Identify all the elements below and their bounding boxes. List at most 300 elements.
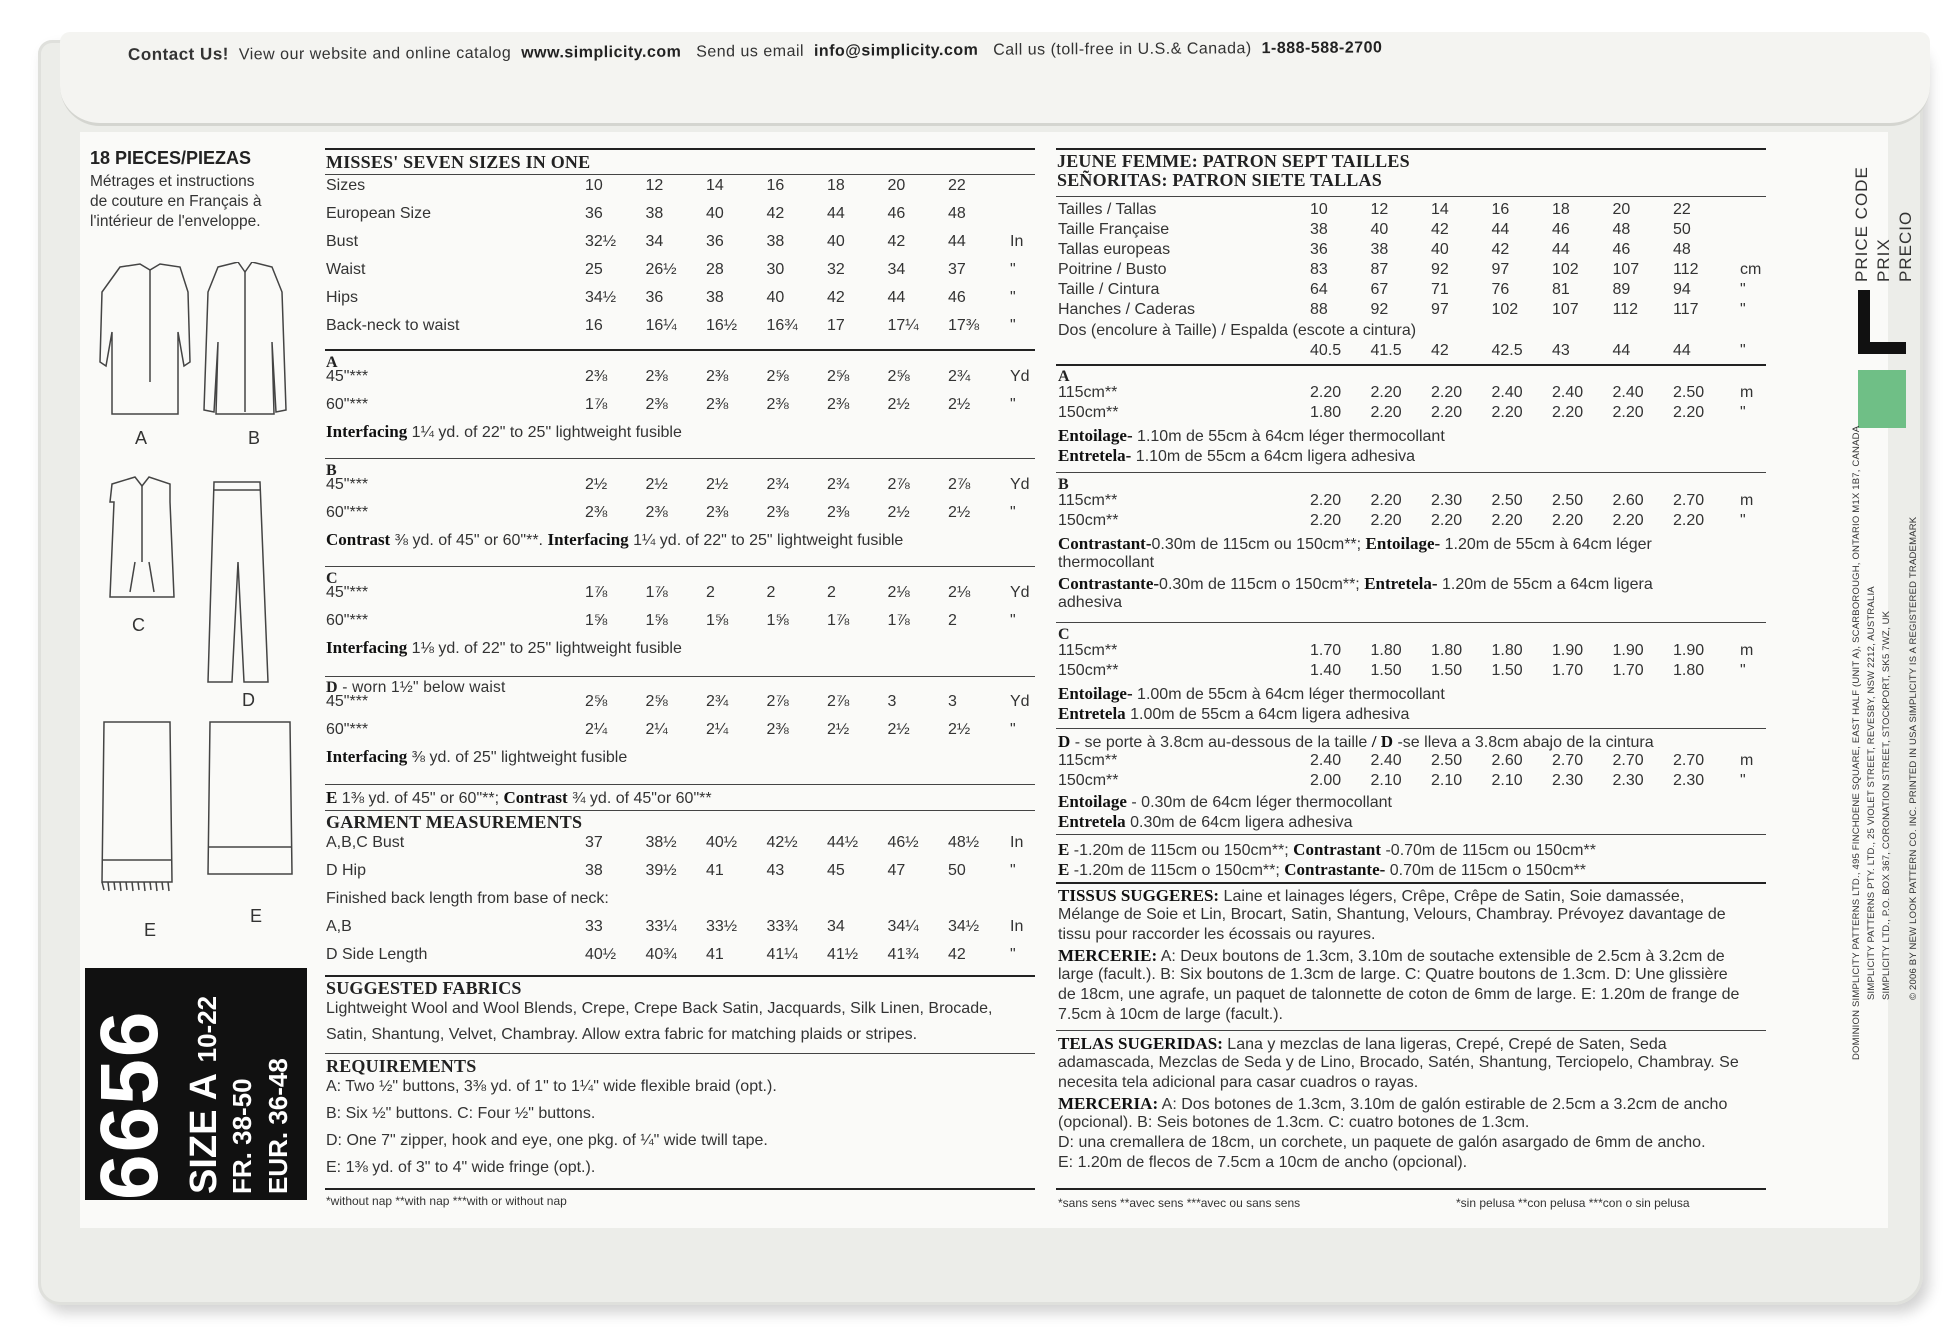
rule xyxy=(1056,728,1766,729)
view-b-row-value: 2⅜ xyxy=(706,504,729,521)
fr-view-d-row-value: 2.30 xyxy=(1552,772,1584,789)
view-c-row-value: 2 xyxy=(706,584,715,601)
view-d-row-value: 2¾ xyxy=(706,693,729,710)
fr-view-a-row-value: 2.20 xyxy=(1370,404,1402,421)
fr-measure-row-value: 102 xyxy=(1491,301,1519,318)
view-c-row-value: 1⅝ xyxy=(706,612,729,629)
fr-view-d-row-value: 2.70 xyxy=(1673,752,1705,769)
fr-view-b-row-value: 2.20 xyxy=(1552,512,1584,529)
view-c-row-value: 2 xyxy=(766,584,776,601)
view-b-row-value: 2⅜ xyxy=(585,504,608,521)
fr-view-b-row-value: 2.20 xyxy=(1612,512,1644,529)
fr-view-d-row-value: 2.30 xyxy=(1673,772,1705,789)
garment-row-unit: In xyxy=(1010,834,1024,851)
note-text: 0.30m de 64cm ligera adhesiva xyxy=(1125,814,1353,831)
note-text: 0.30m de 115cm o 150cm**; xyxy=(1159,576,1365,593)
fr-measure-row-value: 92 xyxy=(1431,261,1449,278)
note-text: ⅜ yd. of 45" or 60"**. xyxy=(390,532,548,549)
text: -se lleva a 3.8cm abajo de la cintura xyxy=(1393,734,1654,751)
view-e-text: ¾ yd. of 45"or 60"** xyxy=(567,790,712,807)
view-d-row-value: 2¼ xyxy=(645,721,668,738)
note-text: - 0.30m de 64cm léger thermocollant xyxy=(1126,794,1392,811)
pattern-number: 6656 xyxy=(84,1009,175,1200)
fr-measure-row-value: 83 xyxy=(1310,261,1328,278)
garment-row-value: 41½ xyxy=(827,946,859,963)
fr-measure-row-value: 20 xyxy=(1612,201,1631,218)
rule xyxy=(1056,148,1766,150)
view-c-row-label: 60"*** xyxy=(326,612,369,629)
rule xyxy=(1056,622,1766,623)
view-b-row-unit: Yd xyxy=(1010,476,1030,493)
fr-measure-row-unit: cm xyxy=(1740,261,1762,278)
fr-view-a-row-value: 2.20 xyxy=(1612,404,1644,421)
measure-row-value: 36 xyxy=(585,205,603,222)
fr-measure-row-value: 46 xyxy=(1612,241,1631,258)
fr-view-c-row-value: 1.80 xyxy=(1431,642,1463,659)
rule xyxy=(325,1188,1035,1190)
text: E: 1.20m de flecos de 7.5cm a 10cm de ancho (opcional). xyxy=(1058,1154,1468,1171)
rule xyxy=(325,174,1035,175)
view-b-row-value: 2⅞ xyxy=(948,476,971,493)
fr-view-d-note xyxy=(1058,792,1392,812)
fr-measure-row-value: 67 xyxy=(1370,281,1389,298)
fr-view-e-line xyxy=(1058,860,1586,880)
fr-view-d-row-value: 2.10 xyxy=(1370,772,1402,789)
fr-view-b-note xyxy=(1058,574,1653,594)
mercerie-line xyxy=(1058,946,1725,966)
rule xyxy=(325,458,1035,459)
view-c-row-value: 2 xyxy=(827,584,836,601)
note-bold: Entoilage- xyxy=(1058,684,1133,703)
text: adamascada, Mezclas de Seda y de Lino, Brocado, Satén, Shantung, Terciopelo, Chambray. Se xyxy=(1058,1054,1739,1071)
rule xyxy=(1056,364,1766,366)
fr-measure-row-value: 22 xyxy=(1673,201,1691,218)
note-text: 1¼ yd. of 22" to 25" lightweight fusible xyxy=(628,532,904,549)
view-b-row-label: 45"*** xyxy=(326,476,369,493)
french-footnote: *sans sens **avec sens ***avec ou sans sens xyxy=(1058,1196,1301,1210)
view-d-row-value: 2⅞ xyxy=(827,693,850,710)
view-d-drawing xyxy=(208,482,268,682)
measure-row-value: 36 xyxy=(706,233,724,250)
fr-view-b-row-value: 2.60 xyxy=(1612,492,1644,509)
fr-measure-row-label: Tailles / Tallas xyxy=(1058,201,1157,218)
text: Mélange de Soie et Lin, Brocart, Satin, Shantung, Velours, Chambray. Prévoyez davantage de xyxy=(1058,906,1726,923)
view-a-row-value: 2⅝ xyxy=(827,368,850,385)
view-c-row-value: 1⅝ xyxy=(766,612,789,629)
fr-view-a-row-value: 2.40 xyxy=(1491,384,1523,401)
garment-row-value: 46½ xyxy=(887,834,919,851)
view-b-row-value: 2⅜ xyxy=(645,504,668,521)
measure-row-value: 42 xyxy=(766,205,785,222)
measure-row-value: 17¼ xyxy=(887,317,919,334)
measure-row-value: 25 xyxy=(585,261,603,278)
fr-measure-row-value: 48 xyxy=(1612,221,1631,238)
distributor-australia: SIMPLICITY PATTERNS PTY. LTD., 25 VIOLET STREET, REVESBY, NSW 2212, AUSTRALIA xyxy=(1866,586,1877,1000)
text: large (facult.). B: Six boutons de 1.3cm de large. C: Quatre boutons de 1.3cm. D: Une glissière xyxy=(1058,966,1728,983)
view-c-row-value: 2⅛ xyxy=(948,584,971,601)
mercerie-line xyxy=(1058,966,1728,984)
fr-measure-row-label: Taille / Cintura xyxy=(1058,281,1160,298)
view-a-row-value: 2⅜ xyxy=(645,396,668,413)
view-b-row-value: 2¾ xyxy=(827,476,850,493)
fr-measure-row-value: 89 xyxy=(1612,281,1631,298)
fr-measure-row-value: 38 xyxy=(1310,221,1328,238)
measure-row-value: 38 xyxy=(706,289,724,306)
merceria-line xyxy=(1058,1154,1467,1172)
fr-view-c-row-label: 150cm** xyxy=(1058,662,1119,679)
fr-view-a-note xyxy=(1058,446,1415,466)
fr-view-b-row-value: 2.20 xyxy=(1310,492,1342,509)
view-c-row-value: 2 xyxy=(948,612,957,629)
view-a-drawing xyxy=(100,264,190,414)
view-d-note xyxy=(326,747,627,767)
fr-measure-row-value: 44 xyxy=(1552,241,1570,258)
fr-view-d-row-value: 2.30 xyxy=(1612,772,1644,789)
telas-line xyxy=(1058,1034,1667,1054)
fr-view-a-row-unit: " xyxy=(1740,404,1746,421)
garment-row-value: 40½ xyxy=(585,946,617,963)
view-b-row-value: 2¾ xyxy=(766,476,789,493)
view-c-row-value: 1⅞ xyxy=(585,584,608,601)
distributor-canada: DOMINION SIMPLICITY PATTERNS LTD., 495 FINCHDENE SQUARE, EAST HALF (UNIT A), SCARBOROUGH, ONTARIO M1X 1B7, CANADA xyxy=(1851,425,1862,1060)
requirement-line: B: Six ½" buttons. C: Four ½" buttons. xyxy=(326,1105,596,1122)
note-bold: Contrastant xyxy=(1293,840,1382,859)
fr-view-c-note xyxy=(1058,684,1445,704)
view-b-row-value: 2½ xyxy=(887,504,910,521)
measure-row-value: 44 xyxy=(827,205,845,222)
text: Lana y mezclas de lana ligeras, Crepé, Crepé de Saten, Seda xyxy=(1222,1036,1667,1053)
rule xyxy=(1056,882,1766,884)
view-a-row-unit: Yd xyxy=(1010,368,1030,385)
merceria-line xyxy=(1058,1134,1706,1152)
view-b-label: B xyxy=(248,428,261,448)
text: 7.5cm à 10cm de large (facult.). xyxy=(1058,1006,1283,1023)
fabrics-line: Lightweight Wool and Wool Blends, Crepe, Crepe Back Satin, Jacquards, Silk Linen, Brocade, xyxy=(326,1000,993,1017)
garment-row-unit: In xyxy=(1010,918,1024,935)
merceria-line xyxy=(1058,1114,1529,1132)
fr-measure-row-value: 42 xyxy=(1431,221,1449,238)
fr-measure-row-value: 81 xyxy=(1552,281,1570,298)
view-c-label: C xyxy=(132,615,145,635)
fr-measure-row-value: 64 xyxy=(1310,281,1328,298)
fr-view-d-row-value: 2.40 xyxy=(1310,752,1342,769)
requirement-line: E: 1⅜ yd. of 3" to 4" wide fringe (opt.). xyxy=(326,1159,596,1176)
fr-view-d-row-value: 2.70 xyxy=(1612,752,1644,769)
view-e-text: 1⅜ yd. of 45" or 60"**; xyxy=(337,790,504,807)
pattern-number-box xyxy=(85,968,307,1200)
fr-measure-row-value: 16 xyxy=(1491,201,1510,218)
fr-view-a-row-value: 2.20 xyxy=(1673,404,1705,421)
dos-row-value: 43 xyxy=(1552,342,1570,359)
text: (opcional). B: Seis botones de 1.3cm. C: cuatro botones de 1.3cm. xyxy=(1058,1114,1530,1131)
garment-row-value: 40½ xyxy=(706,834,738,851)
fr-view-b-row-label: 115cm** xyxy=(1058,492,1118,509)
note-bold: Interfacing xyxy=(326,422,408,441)
telas-line xyxy=(1058,1074,1418,1092)
measure-row-unit: " xyxy=(1010,289,1016,306)
fr-view-c-row-value: 1.90 xyxy=(1673,642,1705,659)
measure-row-value: 36 xyxy=(645,289,664,306)
garment-row-value: 33 xyxy=(585,918,603,935)
note-text: 1¼ yd. of 22" to 25" lightweight fusible xyxy=(407,424,682,441)
fr-view-c-title: C xyxy=(1058,626,1070,643)
copyright: © 2006 BY NEW LOOK PATTERN CO. INC. PRINTED IN USA SIMPLICITY IS A REGISTERED TRADEMARK xyxy=(1908,516,1919,1000)
fr-view-c-row-value: 1.50 xyxy=(1431,662,1463,679)
requirement-line: D: One 7" zipper, hook and eye, one pkg. of ¼" wide twill tape. xyxy=(326,1132,768,1149)
note-bold: Entoilage- xyxy=(1058,426,1133,445)
measure-row-value: 34 xyxy=(887,261,906,278)
measure-row-label: European Size xyxy=(326,205,431,222)
text: / D xyxy=(1371,732,1394,751)
fr-view-b-row-value: 2.20 xyxy=(1370,512,1402,529)
fr-measure-row-value: 14 xyxy=(1431,201,1449,218)
rule xyxy=(325,676,1035,677)
garment-title: GARMENT MEASUREMENTS xyxy=(326,812,583,832)
tissus-title: TISSUS SUGGERES: xyxy=(1058,886,1220,905)
fr-measure-row-label: Poitrine / Busto xyxy=(1058,261,1167,278)
rule xyxy=(325,566,1035,567)
dos-label: Dos (encolure à Taille) / Espalda (escote a cintura) xyxy=(1058,322,1417,339)
text: necesita tela adicional para casar cuadros o rayas. xyxy=(1058,1074,1419,1091)
fr-view-c-row-value: 1.50 xyxy=(1491,662,1523,679)
measure-row-value: 22 xyxy=(948,177,966,194)
fr-view-b-row-value: 2.30 xyxy=(1431,492,1463,509)
view-b-row-value: 2½ xyxy=(645,476,668,493)
fr-measure-row-value: 40 xyxy=(1370,221,1389,238)
view-e-label-2: E xyxy=(250,906,263,926)
rule xyxy=(325,975,1035,977)
fr-view-a-title: A xyxy=(1058,368,1070,385)
technical-drawings xyxy=(90,262,310,902)
tissus-line xyxy=(1058,886,1684,906)
precio-label: PRECIO xyxy=(1896,210,1915,282)
contact-title: Contact Us! xyxy=(127,44,229,65)
measure-row-unit: " xyxy=(1010,317,1016,334)
fr-view-c-row-value: 1.80 xyxy=(1491,642,1523,659)
spanish-footnote: *sin pelusa **con pelusa ***con o sin pelusa xyxy=(1456,1196,1690,1210)
garment-row-value: 41 xyxy=(706,862,724,879)
view-b-row-value: 2½ xyxy=(585,476,608,493)
view-a-row-value: 2⅜ xyxy=(827,396,850,413)
view-b-row-label: 60"*** xyxy=(326,504,369,521)
price-color-swatch xyxy=(1858,370,1906,428)
note-bold: E xyxy=(1058,860,1070,879)
fr-measure-row-value: 42 xyxy=(1491,241,1510,258)
fr-view-c-row-value: 1.90 xyxy=(1552,642,1584,659)
text: - se porte à 3.8cm au-dessous de la taille xyxy=(1070,734,1372,751)
view-a-row-label: 60"*** xyxy=(326,396,369,413)
fr-view-a-row-value: 2.20 xyxy=(1552,404,1584,421)
measure-row-value: 16 xyxy=(585,317,603,334)
fr-view-b-row-value: 2.50 xyxy=(1552,492,1584,509)
mercerie-line xyxy=(1058,1006,1283,1024)
garment-row-value: 33½ xyxy=(706,918,738,935)
fr-view-a-row-value: 2.20 xyxy=(1310,384,1342,401)
view-d-row-value: 2½ xyxy=(948,721,971,738)
prix-label: PRIX xyxy=(1874,238,1893,282)
fr-view-a-row-value: 2.40 xyxy=(1552,384,1584,401)
view-a-row-value: 2⅜ xyxy=(706,396,729,413)
view-a-row-value: 2⅜ xyxy=(585,368,608,385)
mercerie-line xyxy=(1058,986,1739,1004)
view-b-row-value: 2½ xyxy=(948,504,971,521)
note-bold: Entretela- xyxy=(1364,574,1438,593)
measure-row-value: 44 xyxy=(887,289,906,306)
fr-measure-row-value: 12 xyxy=(1370,201,1389,218)
note-text: 1.00m de 55cm à 64cm léger thermocollant xyxy=(1132,686,1445,703)
fr-measure-row-value: 50 xyxy=(1673,221,1691,238)
fr-measure-row-value: 46 xyxy=(1552,221,1570,238)
measure-row-value: 17⅜ xyxy=(948,317,980,334)
garment-row-value: 44½ xyxy=(827,834,859,851)
fr-view-b-title: B xyxy=(1058,476,1069,493)
measure-row-value: 48 xyxy=(948,205,966,222)
measure-row-value: 28 xyxy=(706,261,724,278)
fr-view-d-row-value: 2.10 xyxy=(1431,772,1463,789)
view-d-row-unit: " xyxy=(1010,721,1016,738)
fr-view-c-row-unit: m xyxy=(1740,642,1754,659)
fr-measure-row-value: 112 xyxy=(1612,301,1639,318)
rule xyxy=(325,784,1035,785)
fr-measure-row-value: 38 xyxy=(1370,241,1389,258)
fr-view-b-row-unit: m xyxy=(1740,492,1754,509)
garment-row-unit: " xyxy=(1010,862,1016,879)
measure-row-value: 16½ xyxy=(706,317,738,334)
requirements-title: REQUIREMENTS xyxy=(326,1056,477,1076)
measure-row-value: 38 xyxy=(766,233,785,250)
tissus-line xyxy=(1058,906,1726,924)
rule xyxy=(325,148,1035,150)
fr-view-c-row-unit: " xyxy=(1740,662,1746,679)
requirement-line: A: Two ½" buttons, 3⅜ yd. of 1" to 1¼" wide flexible braid (opt.). xyxy=(326,1078,777,1095)
view-b-row-value: 2⅜ xyxy=(827,504,850,521)
view-b-note xyxy=(326,530,903,550)
fr-measure-row-value: 97 xyxy=(1431,301,1449,318)
note-bold: Entretela- xyxy=(1058,446,1132,465)
fr-view-d-row-value: 2.50 xyxy=(1431,752,1463,769)
measure-row-value: 38 xyxy=(645,205,664,222)
fr-measure-row-label: Tallas europeas xyxy=(1058,241,1171,258)
view-c-row-value: 1⅝ xyxy=(585,612,608,629)
fr-measure-row-value: 48 xyxy=(1673,241,1691,258)
fr-view-a-row-value: 2.20 xyxy=(1431,384,1463,401)
view-d-label: D xyxy=(242,690,255,710)
measure-row-label: Waist xyxy=(326,261,366,278)
measure-row-unit: " xyxy=(1010,261,1016,278)
back-length-label: Finished back length from base of neck: xyxy=(326,890,609,907)
fr-view-d-row-unit: m xyxy=(1740,752,1754,769)
measure-row-value: 30 xyxy=(766,261,785,278)
measure-row-value: 37 xyxy=(948,261,966,278)
measure-row-value: 32 xyxy=(827,261,845,278)
view-a-label: A xyxy=(135,428,148,448)
french-note-line: l'intérieur de l'enveloppe. xyxy=(90,213,261,230)
merceria-title: MERCERIA: xyxy=(1058,1094,1159,1113)
distributor-uk: SIMPLICITY LTD., P.O. BOX 367, CORONATION STREET, STOCKPORT, SK5 7WZ, UK xyxy=(1881,610,1892,1000)
garment-row-label: A,B xyxy=(326,918,352,935)
pieces-count: 18 PIECES/PIEZAS xyxy=(90,148,252,168)
view-b-row-value: 2⅜ xyxy=(766,504,789,521)
merceria-line xyxy=(1058,1094,1727,1114)
fr-view-a-row-value: 1.80 xyxy=(1310,404,1342,421)
fr-measure-row-value: 87 xyxy=(1370,261,1389,278)
view-c-title: C xyxy=(326,570,338,587)
view-e-stole-contrast xyxy=(208,722,292,874)
garment-row-value: 41¼ xyxy=(766,946,798,963)
fr-measure-row-unit: " xyxy=(1740,281,1746,298)
view-c-row-label: 45"*** xyxy=(326,584,369,601)
view-b-row-value: 2½ xyxy=(706,476,729,493)
fr-measure-row-value: 71 xyxy=(1431,281,1449,298)
telas-title: TELAS SUGERIDAS: xyxy=(1058,1034,1223,1053)
fr-measure-row-label: Hanches / Caderas xyxy=(1058,301,1195,318)
fr-range: FR. 38-50 xyxy=(227,1078,257,1194)
fr-measure-row-label: Taille Française xyxy=(1058,221,1170,238)
garment-row-value: 50 xyxy=(948,862,966,879)
measure-row-value: 20 xyxy=(887,177,906,194)
note-text: -1.20m de 115cm ou 150cm**; xyxy=(1069,842,1294,859)
view-c-row-unit: " xyxy=(1010,612,1016,629)
measure-row-value: 14 xyxy=(706,177,724,194)
view-d-row-label: 60"*** xyxy=(326,721,369,738)
view-d-row-value: 2¼ xyxy=(585,721,608,738)
note-text: adhesiva xyxy=(1058,594,1123,611)
fr-measure-row-unit: " xyxy=(1740,301,1746,318)
note-text: 1⅛ yd. of 22" to 25" lightweight fusible xyxy=(407,640,682,657)
note-bold: Contrastante- xyxy=(1284,860,1386,879)
fabrics-line: Satin, Shantung, Velvet, Chambray. Allow extra fabric for matching plaids or stripes. xyxy=(326,1026,918,1043)
fr-view-a-row-label: 115cm** xyxy=(1058,384,1118,401)
view-subtitle: - worn 1½" below waist xyxy=(337,679,506,696)
view-a-row-unit: " xyxy=(1010,396,1016,413)
note-bold: Interfacing xyxy=(326,747,408,766)
view-a-row-value: 2½ xyxy=(887,396,910,413)
view-c-row-value: 2⅛ xyxy=(887,584,910,601)
fr-view-b-row-label: 150cm** xyxy=(1058,512,1119,529)
measure-row-value: 17 xyxy=(827,317,845,334)
measure-row-label: Sizes xyxy=(326,177,366,194)
fr-view-a-row-value: 2.20 xyxy=(1491,404,1523,421)
fr-view-e-line xyxy=(1058,840,1596,860)
fr-view-c-note xyxy=(1058,704,1409,724)
garment-row-value: 45 xyxy=(827,862,845,879)
fr-view-b-row-value: 2.20 xyxy=(1431,512,1463,529)
garment-row-unit: " xyxy=(1010,946,1016,963)
garment-row-value: 41¾ xyxy=(887,946,919,963)
garment-row-value: 40¾ xyxy=(645,946,677,963)
fr-view-d-row-value: 2.40 xyxy=(1370,752,1402,769)
view-a-row-label: 45"*** xyxy=(326,368,369,385)
measure-row-value: 16¼ xyxy=(645,317,677,334)
view-d-row-value: 2⅞ xyxy=(766,693,789,710)
fr-view-c-row-value: 1.70 xyxy=(1552,662,1584,679)
measure-row-unit: In xyxy=(1010,233,1024,250)
english-title: MISSES' SEVEN SIZES IN ONE xyxy=(326,152,591,172)
fr-view-d-row-label: 150cm** xyxy=(1058,772,1119,789)
fr-view-c-row-value: 1.80 xyxy=(1673,662,1705,679)
measure-row-value: 10 xyxy=(585,177,603,194)
fr-view-a-note xyxy=(1058,426,1445,446)
view-c-note xyxy=(326,638,682,658)
measure-row-value: 40 xyxy=(706,205,724,222)
rule xyxy=(1056,472,1766,473)
email-label: Send us email xyxy=(696,42,805,61)
french-note xyxy=(90,172,261,232)
text: A: Deux boutons de 1.3cm, 3.10m de soutache extensible de 2.5cm à 3.2cm de xyxy=(1157,948,1725,965)
note-text: 1.00m de 55cm a 64cm ligera adhesiva xyxy=(1125,706,1410,723)
measure-row-value: 18 xyxy=(827,177,845,194)
fr-view-d-note xyxy=(1058,812,1352,832)
